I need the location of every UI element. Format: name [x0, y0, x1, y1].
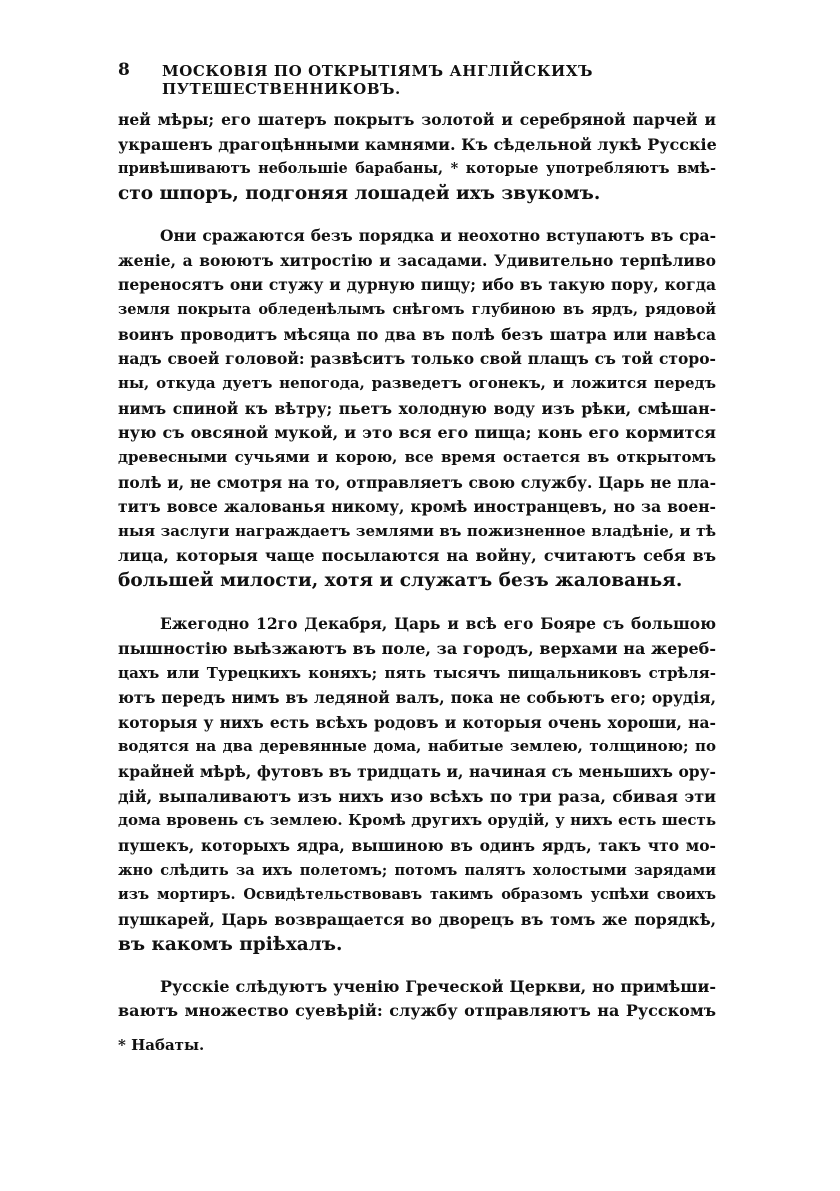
text-line: Ежегодно 12го Декабря, Царь и всѣ его Бояре съ большою: [160, 614, 716, 633]
text-line: ней мѣры; его шатеръ покрытъ золотой и серебряной парчей и: [118, 110, 716, 129]
running-title: МОСКОВІЯ ПО ОТКРЫТІЯМЪ АНГЛІЙСКИХЪ ПУТЕШЕСТВЕННИКОВЪ.: [162, 62, 594, 98]
text-line: ны, откуда дуетъ непогода, разведетъ огонекъ, и ложится передъ: [118, 374, 716, 392]
text-line: лица, которыя чаще посылаются на войну, считаютъ себя въ: [118, 546, 716, 565]
text-line: нимъ спиной къ вѣтру; пьетъ холодную воду изъ рѣки, смѣшан-: [118, 399, 716, 418]
text-line: надъ своей головой: развѣситъ только свой плащъ съ той сторо-: [118, 349, 716, 368]
text-line: переносятъ они стужу и дурную пищу; ибо въ такую пору, когда: [118, 275, 716, 294]
text-line: земля покрыта обледенѣлымъ снѣгомъ глубиною въ ярдъ, рядовой: [118, 301, 716, 318]
text-line: пышностію выѣзжаютъ въ поле, за городъ, верхами на жереб-: [118, 639, 716, 658]
text-line: ваютъ множество суевѣрій: службу отправляютъ на Русскомъ: [118, 1001, 716, 1020]
text-line: сто шпоръ, подгоняя лошадей ихъ звукомъ.: [118, 183, 601, 204]
text-line: изъ мортиръ. Освидѣтельствовавъ такимъ образомъ успѣхи своихъ: [118, 886, 716, 903]
text-line: въ какомъ пріѣхалъ.: [118, 934, 343, 955]
text-line: пушекъ, которыхъ ядра, вышиною въ одинъ ярдъ, такъ что мо-: [118, 836, 716, 855]
text-line: титъ вовсе жалованья никому, кромѣ иностранцевъ, но за воен-: [118, 497, 716, 516]
text-line: женіе, а воюютъ хитростію и засадами. Удивительно терпѣливо: [118, 251, 716, 270]
footnote: * Набаты.: [118, 1036, 205, 1054]
text-line: древесными сучьями и корою, все время остается въ открытомъ: [118, 448, 716, 466]
text-line: воинъ проводитъ мѣсяца по два въ полѣ безъ шатра или навѣса: [118, 325, 716, 344]
text-line: водятся на два деревянные дома, набитые землею, толщиною; по: [118, 737, 716, 755]
text-line: которыя у нихъ есть всѣхъ родовъ и которыя очень хороши, на-: [118, 713, 716, 732]
text-line: дома вровень съ землею. Кромѣ другихъ орудій, у нихъ есть шесть: [118, 811, 716, 829]
page-header: [118, 60, 718, 98]
page-number: 8: [118, 60, 131, 80]
text-line: крайней мѣрѣ, футовъ въ тридцать и, начиная съ меньшихъ ору-: [118, 762, 716, 781]
text-line: полѣ и, не смотря на то, отправляетъ свою службу. Царь не пла-: [118, 473, 716, 492]
text-line: ную съ овсяной мукой, и это вся его пища; конь его кормится: [118, 423, 716, 442]
text-line: Русскіе слѣдуютъ ученію Греческой Церкви, но примѣши-: [160, 977, 716, 996]
text-line: дій, выпаливаютъ изъ нихъ изо всѣхъ по три раза, сбивая эти: [118, 787, 716, 806]
text-line: привѣшиваютъ небольшіе барабаны, * которые употребляютъ вмѣ-: [118, 160, 716, 177]
text-line: большей милости, хотя и служатъ безъ жалованья.: [118, 570, 683, 591]
text-line: цахъ или Турецкихъ коняхъ; пять тысячъ пищальниковъ стрѣля-: [118, 664, 716, 682]
text-line: ютъ передъ нимъ въ ледяной валъ, пока не собьютъ его; орудія,: [118, 688, 716, 707]
text-line: Они сражаются безъ порядка и неохотно вступаютъ въ сра-: [160, 226, 716, 245]
text-line: пушкарей, Царь возвращается во дворецъ въ томъ же порядкѣ,: [118, 910, 716, 929]
text-line: жно слѣдить за ихъ полетомъ; потомъ палятъ холостыми зарядами: [118, 862, 716, 879]
text-line: украшенъ драгоцѣнными камнями. Къ сѣдельной лукѣ Русскіе: [118, 135, 717, 154]
text-line: ныя заслуги награждаетъ землями въ пожизненное владѣніе, и тѣ: [118, 522, 716, 540]
